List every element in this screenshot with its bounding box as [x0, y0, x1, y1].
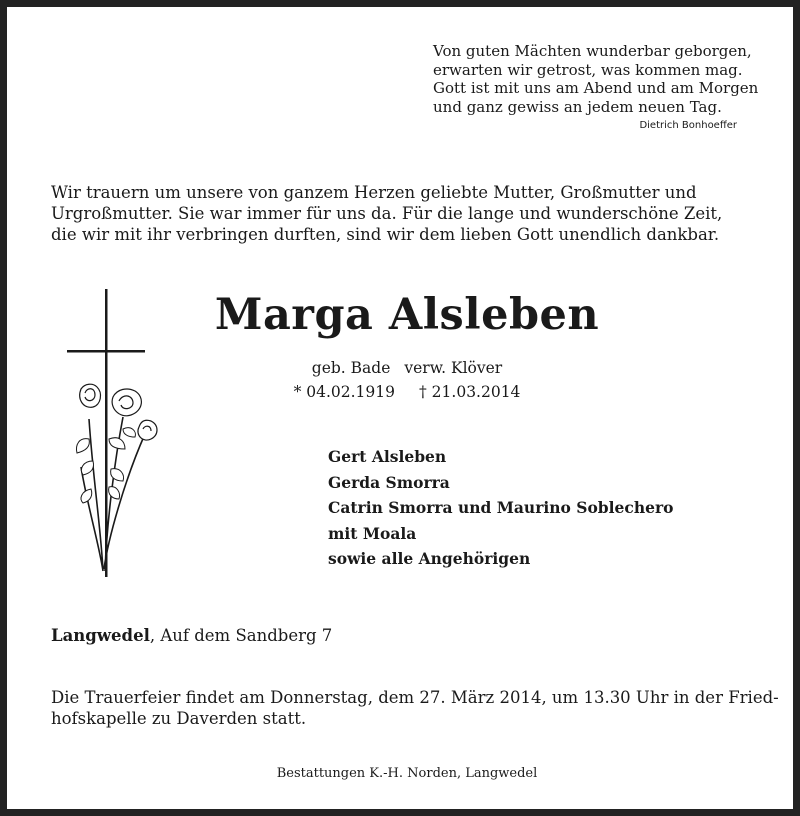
mourner: sowie alle Angehörigen	[328, 549, 531, 568]
mourner: Gerda Smorra	[328, 472, 450, 492]
intro-line: Wir trauern um unsere von ganzem Herzen geliebte Mutter, Großmutter und	[51, 183, 697, 202]
quote-author: Dietrich Bonhoeffer	[639, 120, 737, 131]
quote-line: Von guten Mächten wunderbar geborgen,	[433, 42, 752, 60]
mourner: mit Moala	[328, 523, 417, 543]
life-dates	[257, 383, 557, 401]
deceased-name: Marga Alsleben	[214, 290, 600, 340]
death-date: † 21.03.2014	[419, 383, 521, 401]
address-street: , Auf dem Sandberg 7	[149, 626, 333, 645]
intro-text	[51, 182, 751, 245]
quote-line: und ganz gewiss an jedem neuen Tag.	[433, 97, 722, 116]
maiden-names	[257, 359, 557, 377]
service-line: hofskapelle zu Daverden statt.	[51, 709, 307, 728]
mourners-list	[328, 444, 748, 572]
widowed-name: verw. Klöver	[404, 359, 503, 377]
intro-line: Urgroßmutter. Sie war immer für uns da. Für die lange und wunderschöne Zeit,	[51, 204, 723, 223]
undertaker: Bestattungen K.-H. Norden, Langwedel	[276, 766, 538, 781]
address-city: Langwedel	[51, 626, 150, 645]
cross-with-roses-icon	[63, 289, 163, 581]
quote-line: Gott ist mit uns am Abend und am Morgen	[433, 79, 759, 97]
quote-line: erwarten wir getrost, was kommen mag.	[433, 60, 743, 79]
address	[51, 626, 551, 645]
maiden-name: geb. Bade	[311, 359, 391, 377]
intro-line: die wir mit ihr verbringen durften, sind wir dem lieben Gott unendlich dankbar.	[51, 225, 720, 244]
mourner: Catrin Smorra und Maurino Soblechero	[328, 498, 674, 517]
service-line: Die Trauerfeier findet am Donnerstag, dem 27. März 2014, um 13.30 Uhr in der Fried-	[51, 688, 779, 707]
mourner: Gert Alsleben	[328, 447, 447, 466]
birth-date: * 04.02.1919	[293, 383, 395, 401]
bonhoeffer-quote	[433, 42, 763, 116]
funeral-service-notice	[51, 687, 779, 729]
